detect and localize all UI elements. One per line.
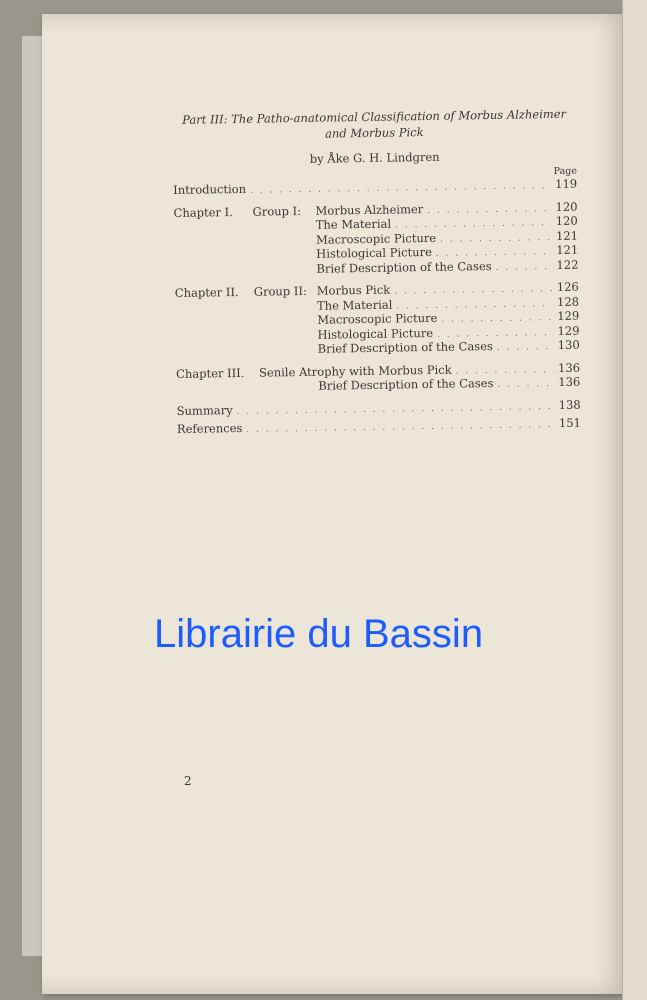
toc-page: 122: [556, 257, 579, 272]
group-label: Group I:: [252, 203, 302, 219]
toc-label: Macroscopic Picture: [317, 310, 438, 327]
dot-leader: [427, 204, 551, 216]
toc-label: The Material: [315, 216, 392, 232]
toc-page: 129: [557, 323, 580, 338]
toc-label: Senile Atrophy with Morbus Pick: [258, 362, 452, 380]
dot-leader: [441, 313, 553, 325]
toc-page: 138: [558, 397, 581, 412]
toc-label: Macroscopic Picture: [315, 230, 437, 247]
toc-page: 136: [558, 374, 581, 389]
dot-leader: [437, 328, 554, 340]
chapter-label: Chapter I.: [173, 204, 233, 220]
facing-page-edge: [622, 0, 647, 1000]
section-title: [172, 106, 576, 144]
toc-page: 126: [556, 279, 579, 294]
toc-label: Morbus Alzheimer: [315, 201, 424, 218]
toc-page: 121: [555, 228, 579, 243]
dot-leader: [496, 262, 553, 273]
watermark-text: Librairie du Bassin: [154, 612, 484, 656]
title-line-2: and Morbus Pick: [324, 125, 424, 141]
toc-page: 120: [555, 213, 578, 228]
toc-page: 136: [557, 360, 581, 375]
page-column-label: Page: [553, 165, 578, 178]
toc-page: 128: [556, 294, 580, 309]
toc-page: 120: [555, 199, 578, 214]
page-number: 2: [184, 774, 192, 788]
toc-label: Brief Description of the Cases: [317, 338, 493, 356]
toc-label: Introduction: [173, 181, 247, 197]
toc-label: The Material: [316, 297, 393, 313]
title-line-1: Part III: The Patho-anatomical Classification of Morbus Alzheimer: [182, 106, 567, 127]
toc-label: References: [176, 420, 243, 436]
author-line: by Åke G. H. Lindgren: [309, 149, 440, 166]
toc-page: 151: [558, 415, 582, 430]
dot-leader: [440, 233, 552, 245]
toc-label: Summary: [176, 402, 233, 418]
dot-leader: [497, 342, 554, 353]
toc-page: 129: [557, 308, 580, 323]
toc-page: 119: [555, 176, 578, 191]
group-label: Group II:: [253, 283, 307, 299]
toc-label: Histological Picture: [316, 244, 432, 261]
toc-label: Brief Description of the Cases: [316, 258, 492, 276]
toc-page: 130: [557, 337, 580, 352]
toc-label: Morbus Pick: [316, 282, 391, 298]
dot-leader: [456, 365, 555, 377]
dot-leader: [497, 379, 554, 390]
toc-page: 121: [556, 242, 579, 257]
chapter-label: Chapter II.: [174, 284, 239, 300]
toc-label: Histological Picture: [317, 325, 434, 342]
toc-label: Brief Description of the Cases: [318, 375, 494, 393]
table-of-contents: [172, 106, 581, 437]
dot-leader: [436, 247, 553, 259]
chapter-label: Chapter III.: [175, 365, 245, 381]
